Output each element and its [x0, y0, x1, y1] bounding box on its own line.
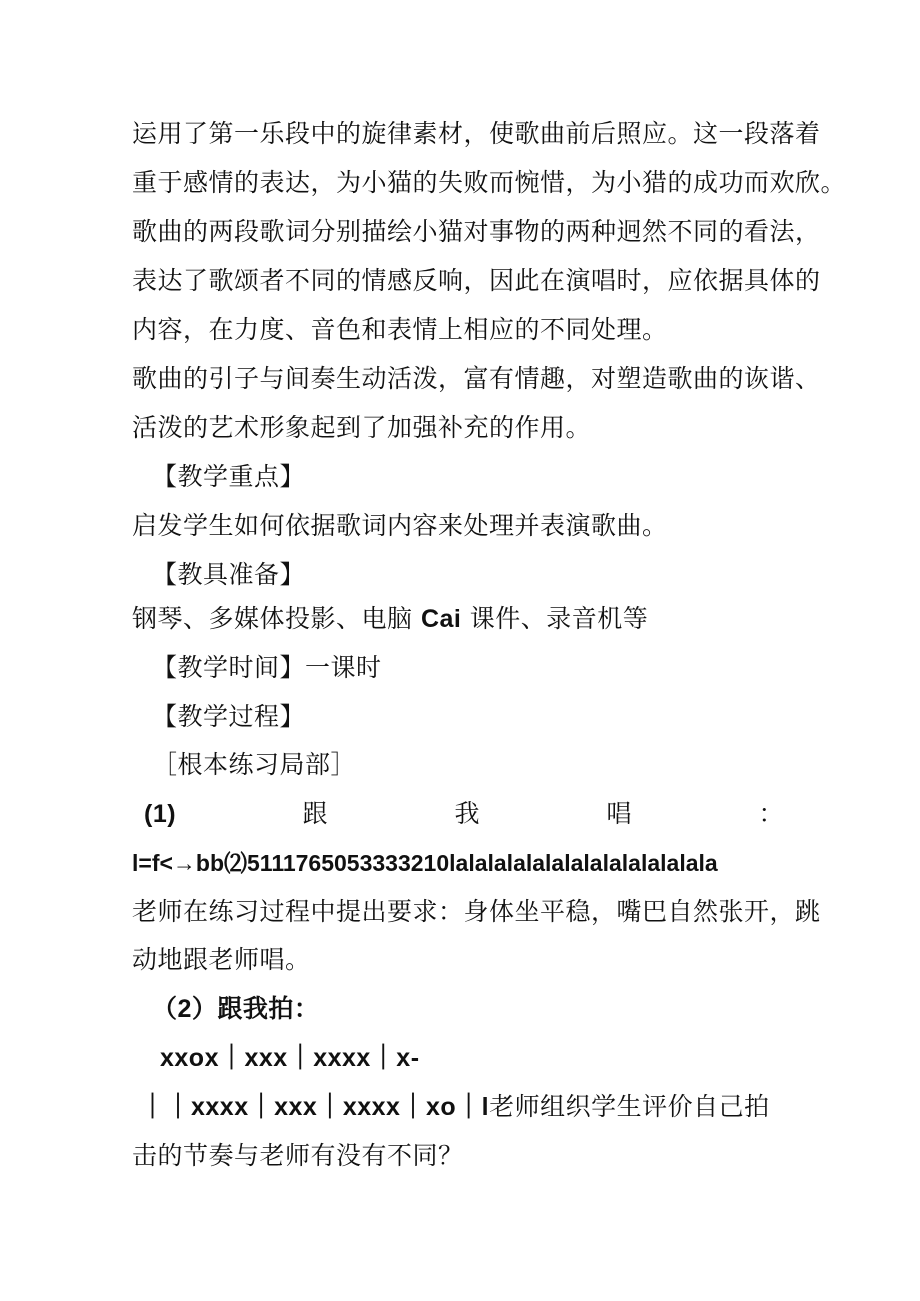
paragraph-line: 启发学生如何依据歌词内容来处理并表演歌曲。 — [132, 511, 668, 540]
paragraph-line: 老师在练习过程中提出要求：身体坐平稳，嘴巴自然张开，跳 — [132, 897, 821, 926]
paragraph-line: 击的节奏与老师有没有不同？ — [132, 1141, 464, 1170]
paragraph-line: 歌曲的两段歌词分别描绘小猫对事物的两种迥然不同的看法， — [132, 217, 821, 246]
paragraph-line: 表达了歌颂者不同的情感反响，因此在演唱时，应依据具体的 — [132, 266, 821, 295]
tools-text: 课件、录音机等 — [461, 604, 649, 633]
section-heading: 【教学时间】 — [152, 653, 306, 682]
rhythm-line-2 — [140, 1090, 770, 1124]
rhythm-line: xxox｜xxx｜xxxx｜x- — [160, 1044, 420, 1072]
paragraph-line: 动地跟老师唱。 — [132, 945, 311, 974]
section-heading: 【教具准备】 — [152, 560, 306, 589]
time-value: 一课时 — [305, 653, 382, 682]
paragraph-line: 重于感情的表达，为小猫的失败而惋惜，为小猎的成功而欢欣。 — [132, 168, 847, 197]
tools-text: 钢琴、多媒体投影、电脑 — [132, 604, 421, 633]
item-word: 我 — [454, 799, 481, 828]
item-colon: ： — [758, 799, 784, 828]
paragraph-line: 内容，在力度、音色和表情上相应的不同处理。 — [132, 315, 668, 344]
section-subheading: ［根本练习局部］ — [152, 750, 357, 779]
paragraph-line: 活泼的艺术形象起到了加强补充的作用。 — [132, 413, 592, 442]
item-word: 跟 — [302, 799, 329, 828]
item-word: 唱 — [606, 799, 633, 828]
section-heading: 【教学重点】 — [152, 462, 306, 491]
section-heading: 【教学过程】 — [152, 702, 306, 731]
item2-line: （2）跟我拍： — [152, 995, 320, 1023]
notation-line: l=f<→bb⑵5111765053333210lalalalalalalalalalalalalala — [132, 850, 718, 876]
paragraph-line: 运用了第一乐段中的旋律素材，使歌曲前后照应。这一段落着 — [132, 119, 821, 148]
item1-line — [144, 797, 784, 831]
item-number: (1) — [144, 800, 177, 828]
tools-line — [132, 602, 648, 636]
rhythm-text: ｜｜xxxx｜xxx｜xxxx｜xo｜l — [140, 1093, 490, 1121]
time-line — [152, 651, 382, 685]
paragraph-line: 歌曲的引子与间奏生动活泼，富有情趣，对塑造歌曲的诙谐、 — [132, 364, 821, 393]
rhythm-tail-text: 老师组织学生评价自己拍 — [489, 1092, 770, 1121]
cai-text: Cai — [420, 605, 462, 633]
